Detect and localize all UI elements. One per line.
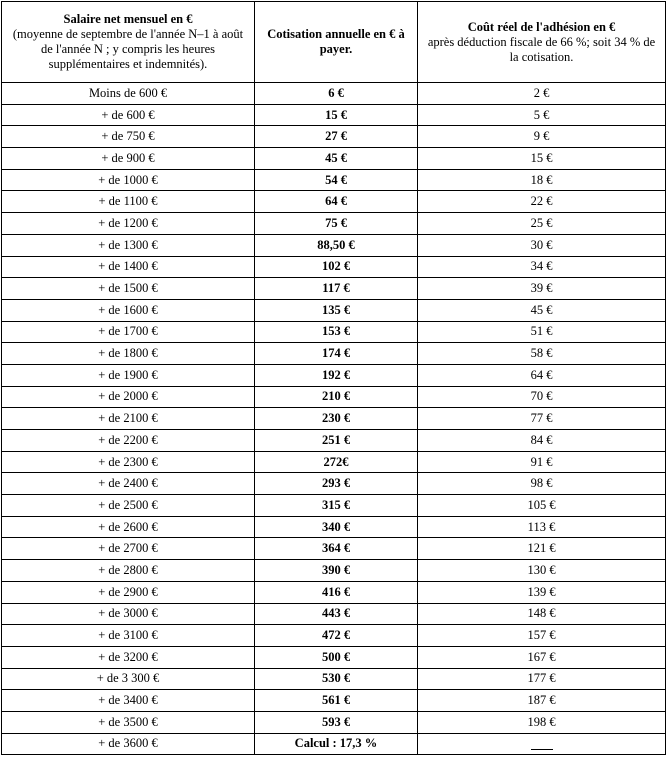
cell-salaire: + de 900 € (2, 148, 255, 170)
cell-cotisation: 45 € (255, 148, 418, 170)
cell-salaire: + de 1900 € (2, 364, 255, 386)
cell-cotisation: 210 € (255, 386, 418, 408)
table-row (2, 495, 666, 517)
table-row (2, 343, 666, 365)
cell-cout: 177 € (418, 668, 666, 690)
cell-salaire: Moins de 600 € (2, 83, 255, 105)
cell-salaire: + de 3600 € (2, 733, 255, 755)
table-row (2, 560, 666, 582)
table-row (2, 733, 666, 755)
cell-cotisation: 416 € (255, 581, 418, 603)
table-row (2, 83, 666, 105)
cell-cotisation: 75 € (255, 213, 418, 235)
cell-cotisation: 315 € (255, 495, 418, 517)
table-row (2, 386, 666, 408)
table-row (2, 148, 666, 170)
table-row (2, 278, 666, 300)
cell-salaire: + de 2700 € (2, 538, 255, 560)
cell-salaire: + de 3500 € (2, 711, 255, 733)
cell-cout (418, 733, 666, 755)
cell-salaire: + de 1700 € (2, 321, 255, 343)
cell-salaire: + de 2800 € (2, 560, 255, 582)
cell-cout: 113 € (418, 516, 666, 538)
table-row (2, 256, 666, 278)
cell-salaire: + de 1000 € (2, 169, 255, 191)
table-row (2, 581, 666, 603)
cell-cout: 30 € (418, 234, 666, 256)
cell-cotisation: 272€ (255, 451, 418, 473)
cell-salaire: + de 750 € (2, 126, 255, 148)
cell-cotisation: 27 € (255, 126, 418, 148)
empty-dash (531, 739, 553, 750)
cell-cotisation: 530 € (255, 668, 418, 690)
table-row (2, 473, 666, 495)
cell-cout: 157 € (418, 625, 666, 647)
cell-cotisation: 153 € (255, 321, 418, 343)
cell-cout: 39 € (418, 278, 666, 300)
cell-cout: 105 € (418, 495, 666, 517)
header-cout-title: Coût réel de l'adhésion en € (467, 19, 616, 34)
cell-cotisation: 364 € (255, 538, 418, 560)
table-body (2, 83, 666, 755)
header-row (2, 2, 666, 83)
cell-cotisation: 293 € (255, 473, 418, 495)
cell-cotisation: 174 € (255, 343, 418, 365)
table-row (2, 408, 666, 430)
cell-cout: 148 € (418, 603, 666, 625)
cell-salaire: + de 2400 € (2, 473, 255, 495)
cell-cout: 64 € (418, 364, 666, 386)
cell-cotisation: 117 € (255, 278, 418, 300)
cell-salaire: + de 3400 € (2, 690, 255, 712)
cell-salaire: + de 2900 € (2, 581, 255, 603)
header-salaire (2, 2, 255, 83)
table-row (2, 451, 666, 473)
cell-salaire: + de 3000 € (2, 603, 255, 625)
cell-salaire: + de 1600 € (2, 299, 255, 321)
header-salaire-title: Salaire net mensuel en € (63, 12, 193, 26)
cell-salaire: + de 2000 € (2, 386, 255, 408)
table-row (2, 126, 666, 148)
cell-cout: 22 € (418, 191, 666, 213)
cell-cotisation: 135 € (255, 299, 418, 321)
cell-cotisation: Calcul : 17,3 % (255, 733, 418, 755)
cotisation-table (1, 1, 666, 755)
cell-salaire: + de 3200 € (2, 646, 255, 668)
header-cout (418, 2, 666, 83)
cell-cotisation: 472 € (255, 625, 418, 647)
table-row (2, 538, 666, 560)
cell-cotisation: 64 € (255, 191, 418, 213)
cell-cout: 25 € (418, 213, 666, 235)
header-salaire-subtitle: (moyenne de septembre de l'année N–1 à août de l'année N ; y compris les heures supplémentaires et indemnités). (12, 27, 244, 71)
cell-cout: 84 € (418, 430, 666, 452)
table-header (2, 2, 666, 83)
table-row (2, 213, 666, 235)
table-row (2, 364, 666, 386)
cell-cotisation: 443 € (255, 603, 418, 625)
header-cotisation-title: Cotisation annuelle en € à payer. (267, 27, 405, 56)
cell-salaire: + de 2600 € (2, 516, 255, 538)
cell-cout: 58 € (418, 343, 666, 365)
cell-cout: 2 € (418, 83, 666, 105)
cell-cout: 15 € (418, 148, 666, 170)
table-row (2, 430, 666, 452)
cell-cotisation: 251 € (255, 430, 418, 452)
table-row (2, 191, 666, 213)
cell-cotisation: 15 € (255, 104, 418, 126)
cell-cout: 130 € (418, 560, 666, 582)
cell-salaire: + de 1400 € (2, 256, 255, 278)
cell-cout: 139 € (418, 581, 666, 603)
cell-cout: 9 € (418, 126, 666, 148)
cell-salaire: + de 2300 € (2, 451, 255, 473)
cell-cotisation: 340 € (255, 516, 418, 538)
cell-salaire: + de 1500 € (2, 278, 255, 300)
table-row (2, 603, 666, 625)
cell-cout: 18 € (418, 169, 666, 191)
table-row (2, 169, 666, 191)
cell-cout: 5 € (418, 104, 666, 126)
cell-cotisation: 593 € (255, 711, 418, 733)
cell-salaire: + de 2100 € (2, 408, 255, 430)
table-row (2, 234, 666, 256)
cell-salaire: + de 2500 € (2, 495, 255, 517)
table-row (2, 104, 666, 126)
cell-cout: 98 € (418, 473, 666, 495)
cell-cotisation: 54 € (255, 169, 418, 191)
cell-cout: 45 € (418, 299, 666, 321)
table-row (2, 668, 666, 690)
cell-salaire: + de 2200 € (2, 430, 255, 452)
table-row (2, 516, 666, 538)
cell-cotisation: 88,50 € (255, 234, 418, 256)
table-row (2, 690, 666, 712)
cell-cout: 91 € (418, 451, 666, 473)
cell-salaire: + de 1200 € (2, 213, 255, 235)
table-row (2, 625, 666, 647)
table-row (2, 646, 666, 668)
cell-cotisation: 6 € (255, 83, 418, 105)
cell-cout: 70 € (418, 386, 666, 408)
cell-salaire: + de 3 300 € (2, 668, 255, 690)
header-cout-subtitle: après déduction fiscale de 66 %; soit 34 % de la cotisation. (427, 34, 656, 64)
table-row (2, 299, 666, 321)
cell-salaire: + de 600 € (2, 104, 255, 126)
cell-cout: 34 € (418, 256, 666, 278)
cell-salaire: + de 1100 € (2, 191, 255, 213)
cell-cout: 77 € (418, 408, 666, 430)
cell-cotisation: 230 € (255, 408, 418, 430)
cell-cout: 51 € (418, 321, 666, 343)
header-cotisation (255, 2, 418, 83)
cell-cout: 187 € (418, 690, 666, 712)
cell-cout: 167 € (418, 646, 666, 668)
cell-salaire: + de 1800 € (2, 343, 255, 365)
cell-salaire: + de 1300 € (2, 234, 255, 256)
table-row (2, 321, 666, 343)
cell-salaire: + de 3100 € (2, 625, 255, 647)
cell-cotisation: 561 € (255, 690, 418, 712)
cell-cotisation: 102 € (255, 256, 418, 278)
cell-cotisation: 500 € (255, 646, 418, 668)
cell-cotisation: 390 € (255, 560, 418, 582)
cell-cotisation: 192 € (255, 364, 418, 386)
cell-cout: 121 € (418, 538, 666, 560)
table-row (2, 711, 666, 733)
cell-cout: 198 € (418, 711, 666, 733)
